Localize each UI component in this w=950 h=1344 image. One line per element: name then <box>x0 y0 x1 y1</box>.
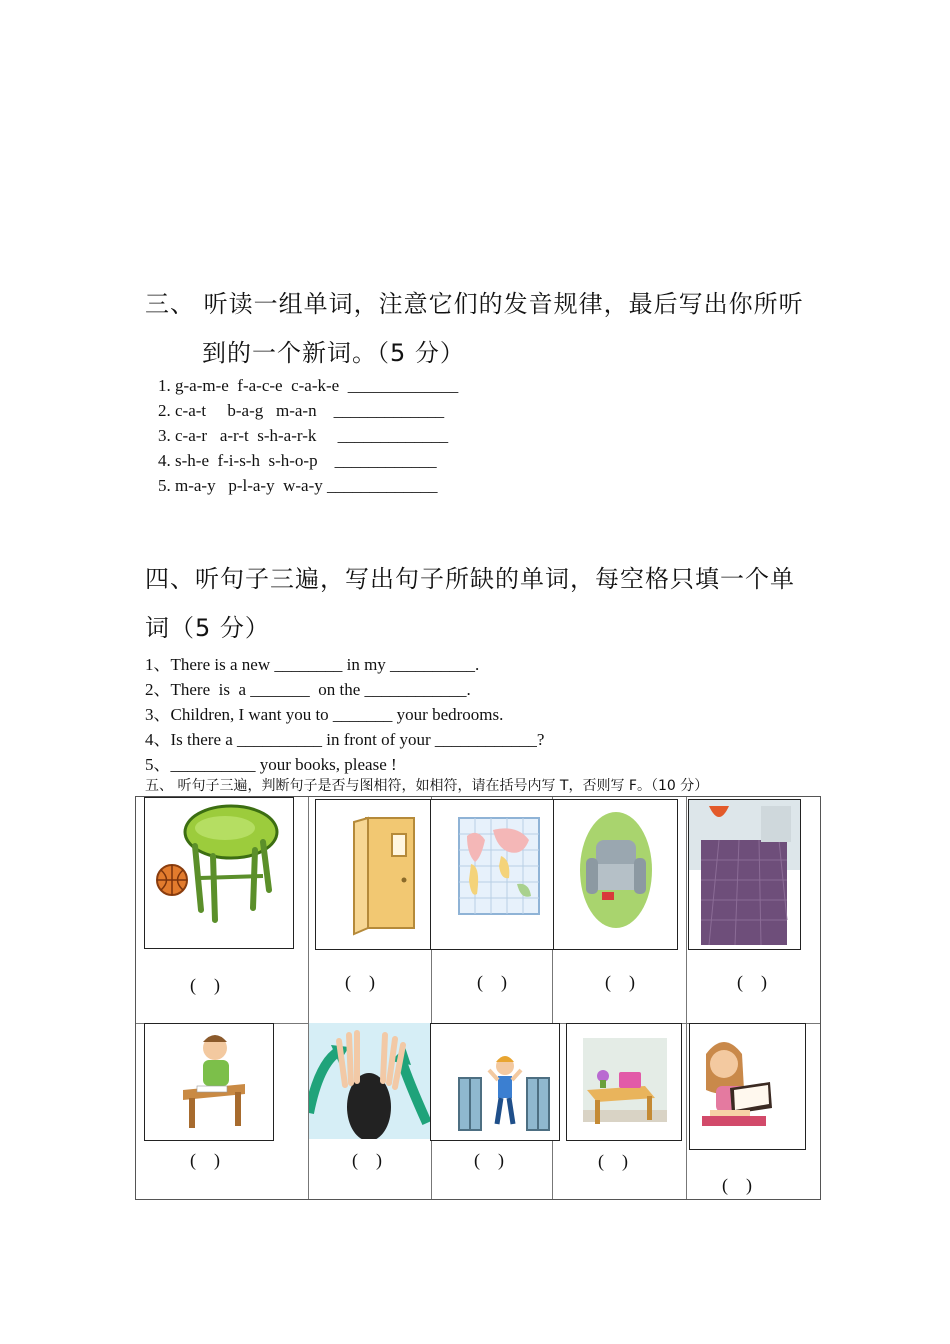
section4-item-3: 3、Children, I want you to _______ your bedrooms. <box>145 705 504 724</box>
girl-reading-icon <box>690 1024 805 1149</box>
door-icon <box>316 800 431 949</box>
paren-r2-5[interactable]: ( ) <box>722 1175 752 1195</box>
paren-r1-1[interactable]: ( ) <box>190 975 220 995</box>
section4-item-1: 1、There is a new ________ in my __________. <box>145 655 480 674</box>
section3-item-1: 1. g-a-m-e f-a-c-e c-a-k-e _____________ <box>158 376 459 395</box>
boy-desk-icon <box>145 1024 273 1140</box>
paren-r2-2[interactable]: ( ) <box>352 1150 382 1170</box>
picture-floor <box>688 799 801 950</box>
picture-waving-hands <box>309 1023 430 1139</box>
section4-item-4: 4、Is there a __________ in front of your ____________? <box>145 730 545 749</box>
paren-r2-3[interactable]: ( ) <box>474 1150 504 1170</box>
section5-title: 五、 听句子三遍，判断句子是否与图相符，如相符，请在括号内写 T，否则写 F。（10 分） <box>145 778 709 794</box>
picture-armchair <box>553 799 678 950</box>
section4-item-5: 5、__________ your books, please ! <box>145 755 397 774</box>
armchair-icon <box>554 800 677 949</box>
desk-computer-icon <box>567 1024 681 1140</box>
paren-r1-4[interactable]: ( ) <box>605 972 635 992</box>
paren-r1-3[interactable]: ( ) <box>477 972 507 992</box>
floor-icon <box>689 800 800 949</box>
map-icon <box>431 800 553 949</box>
paren-r1-5[interactable]: ( ) <box>737 972 767 992</box>
picture-door <box>315 799 432 950</box>
section3-title-line1: 三、 听读一组单词，注意它们的发音规律，最后写出你所听 <box>145 290 804 318</box>
paren-r2-4[interactable]: ( ) <box>598 1151 628 1171</box>
section3-item-3: 3. c-a-r a-r-t s-h-a-r-k _____________ <box>158 426 449 445</box>
section3-item-5: 5. m-a-y p-l-a-y w-a-y _____________ <box>158 476 438 495</box>
picture-boy-windows <box>430 1023 560 1141</box>
paren-r1-2[interactable]: ( ) <box>345 972 375 992</box>
boy-windows-icon <box>431 1024 559 1140</box>
table-ball-icon <box>145 798 293 948</box>
section4-title-line1: 四、听句子三遍，写出句子所缺的单词，每空格只填一个单 <box>145 565 795 593</box>
picture-girl-reading <box>689 1023 806 1150</box>
picture-table-ball <box>144 797 294 949</box>
picture-map <box>430 799 554 950</box>
picture-boy-desk <box>144 1023 274 1141</box>
section4-item-2: 2、There is a _______ on the ____________. <box>145 680 471 699</box>
paren-r2-1[interactable]: ( ) <box>190 1150 220 1170</box>
section3-item-4: 4. s-h-e f-i-s-h s-h-o-p ____________ <box>158 451 437 470</box>
picture-desk-computer <box>566 1023 682 1141</box>
section3-item-2: 2. c-a-t b-a-g m-a-n _____________ <box>158 401 445 420</box>
waving-hands-icon <box>309 1023 430 1139</box>
section3-title-line2: 到的一个新词。（5 分） <box>202 339 465 367</box>
section4-title-line2: 词（5 分） <box>145 614 270 642</box>
